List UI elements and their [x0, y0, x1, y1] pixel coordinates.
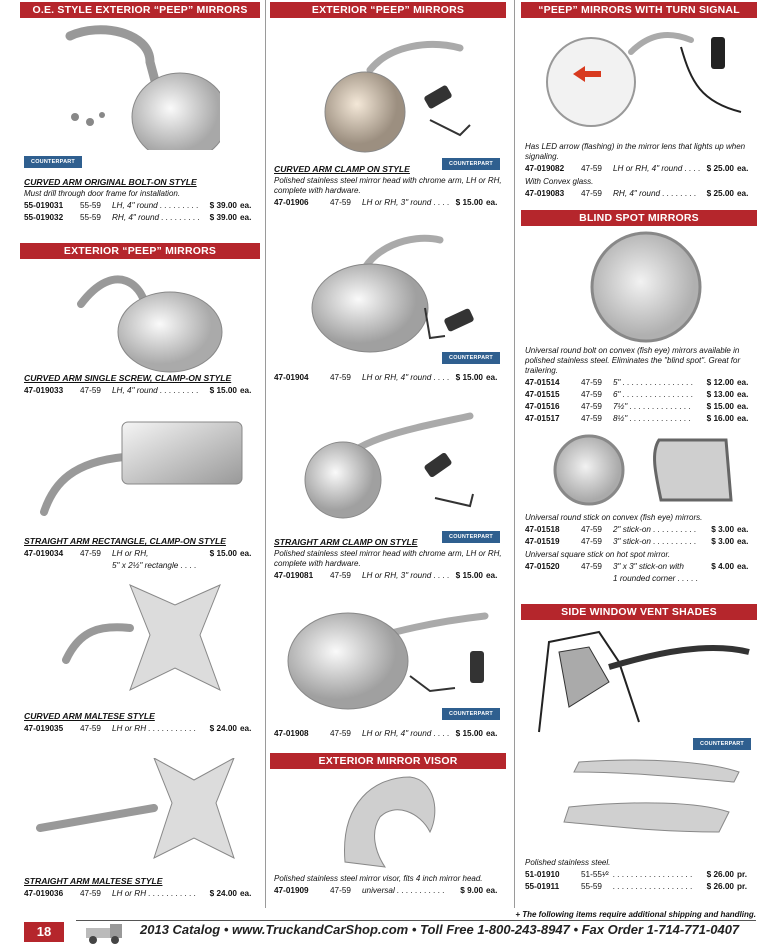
price: $ 9.00	[460, 886, 483, 895]
part-number: 47-01520	[525, 562, 560, 571]
item-description: LH or RH, 3" round . . . .	[362, 198, 450, 207]
price: $ 25.00	[706, 164, 734, 173]
price: $ 15.00	[209, 386, 237, 395]
curved-arm-clamp-4in-mirror-image	[300, 228, 500, 353]
unit: ea.	[737, 537, 749, 546]
item-description: 2" stick-on . . . . . . . . . .	[613, 525, 697, 534]
column-divider	[265, 0, 266, 908]
price-row	[525, 561, 757, 585]
product-description: Must drill through door frame for installation.	[24, 189, 181, 198]
column-2	[270, 0, 506, 910]
product-stick-on-mirrors	[525, 513, 757, 585]
year-range: 55-59	[80, 213, 101, 222]
item-description: 6" . . . . . . . . . . . . . . . .	[613, 390, 694, 399]
product-curved-arm-4in	[274, 372, 506, 384]
price-row	[525, 524, 757, 536]
part-number: 55-019032	[24, 213, 64, 222]
counterpart-logo: COUNTERPART	[24, 156, 82, 168]
price: $ 12.00	[706, 378, 734, 387]
product-description: Universal round stick on convex (fish eye) mirrors.	[525, 513, 703, 522]
item-description: LH, 4" round . . . . . . . . .	[112, 386, 199, 395]
unit: pr.	[737, 882, 748, 891]
product-description: Universal round bolt on convex (fish eye) mirrors available in polished stainless steel. Eliminates the "blind spot". Great for trailering.	[525, 346, 741, 375]
product-title: CURVED ARM MALTESE STYLE	[24, 711, 155, 721]
unit: ea.	[737, 189, 749, 198]
straight-arm-clamp-4in-mirror-image	[280, 596, 505, 714]
price-row	[24, 723, 260, 735]
year-range: 47-59	[80, 724, 101, 733]
product-mirror-visor	[274, 874, 506, 897]
year-range: 55-59	[581, 882, 602, 891]
product-title: CURVED ARM SINGLE SCREW, CLAMP-ON STYLE	[24, 373, 232, 383]
year-range: 47-59	[80, 386, 101, 395]
product-title: STRAIGHT ARM MALTESE STYLE	[24, 876, 163, 886]
part-number: 55-01911	[525, 882, 560, 891]
price: $ 39.00	[209, 201, 237, 210]
year-range: 55-59	[80, 201, 101, 210]
part-number: 47-019083	[525, 189, 565, 198]
item-description: LH or RH, 5" x 2½" rectangle . . . .	[112, 549, 197, 570]
item-description: LH or RH . . . . . . . . . . .	[112, 724, 197, 733]
price-row	[274, 728, 506, 740]
blind-spot-round-mirror-image	[586, 230, 706, 345]
price: $ 15.00	[455, 373, 483, 382]
straight-arm-maltese-mirror-image	[34, 758, 254, 868]
column-3	[521, 0, 757, 910]
section-header: EXTERIOR MIRROR VISOR	[270, 753, 506, 769]
product-title: STRAIGHT ARM CLAMP ON STYLE	[274, 537, 418, 547]
price-row	[525, 536, 757, 548]
unit: ea.	[240, 201, 252, 210]
straight-arm-rectangle-mirror-image	[34, 412, 254, 527]
product-description: Polished stainless steel.	[525, 858, 611, 867]
item-description: RH, 4" round . . . . . . . .	[613, 189, 697, 198]
year-range: 47-59	[581, 537, 602, 546]
item-description: LH or RH, 3" round . . . .	[362, 571, 450, 580]
turn-signal-mirror-image	[541, 22, 751, 137]
unit: ea.	[240, 724, 252, 733]
part-number: 47-01516	[525, 402, 560, 411]
unit: ea.	[737, 164, 749, 173]
price-row	[525, 377, 757, 389]
section-header: “PEEP” MIRRORS WITH TURN SIGNAL ARROW	[521, 2, 757, 18]
price: $ 26.00	[706, 870, 734, 879]
part-number: 47-01908	[274, 729, 309, 738]
part-number: 47-01909	[274, 886, 309, 895]
price: $ 15.00	[455, 729, 483, 738]
unit: ea.	[240, 386, 252, 395]
unit: ea.	[240, 549, 252, 558]
section-header: O.E. STYLE EXTERIOR “PEEP” MIRRORS	[20, 2, 260, 18]
price-row	[274, 372, 506, 384]
part-number: 47-01518	[525, 525, 560, 534]
item-description: universal . . . . . . . . . . .	[362, 886, 445, 895]
catalog-contact-line: 2013 Catalog • www.TruckandCarShop.com • Toll Free 1-800-243-8947 • Fax Order 1-714-771-0407	[140, 922, 740, 937]
price: $ 15.00	[706, 402, 734, 411]
product-turn-signal-mirror	[525, 142, 757, 200]
part-number: 47-01514	[525, 378, 560, 387]
curved-arm-clamp-3in-mirror-image	[310, 30, 490, 155]
unit: ea.	[240, 213, 252, 222]
price: $ 15.00	[455, 198, 483, 207]
item-description: 3" x 3" stick-on with 1 rounded corner . . . . .	[613, 562, 699, 583]
footer-divider	[76, 920, 756, 921]
product-description: Polished stainless steel mirror head with chrome arm, LH or RH, complete with hardware.	[274, 549, 502, 568]
year-range: 47-59	[80, 549, 101, 558]
product-straight-arm-clamp-on	[274, 536, 506, 582]
year-range: 47-59	[581, 189, 602, 198]
item-description: RH, 4" round . . . . . . . . .	[112, 213, 200, 222]
truck-icon	[82, 920, 128, 946]
product-description: Universal square stick on hot spot mirror.	[525, 550, 671, 559]
year-range: 47-59	[581, 414, 602, 423]
page-footer	[0, 910, 770, 950]
product-curved-arm-clamp-on	[274, 163, 506, 209]
product-vent-shades	[525, 858, 757, 893]
part-number: 47-019082	[525, 164, 565, 173]
mirror-visor-image	[335, 772, 445, 872]
price: $ 4.00	[711, 562, 734, 571]
price: $ 15.00	[209, 549, 237, 558]
counterpart-logo: COUNTERPART	[442, 158, 500, 170]
counterpart-logo: COUNTERPART	[693, 738, 751, 750]
product-straight-arm-maltese	[24, 875, 260, 900]
price: $ 13.00	[706, 390, 734, 399]
price-row	[274, 885, 506, 897]
item-description: LH or RH, 4" round . . . .	[362, 729, 450, 738]
product-straight-arm-4in	[274, 728, 506, 740]
price: $ 24.00	[209, 889, 237, 898]
product-description: Polished stainless steel mirror visor, fits 4 inch mirror head.	[274, 874, 483, 883]
year-range: 47-59	[330, 373, 351, 382]
year-range: 47-59	[330, 571, 351, 580]
unit: ea.	[737, 378, 749, 387]
price-row	[525, 413, 757, 425]
price-row	[24, 888, 260, 900]
year-range: 47-59	[80, 889, 101, 898]
price-row	[525, 163, 757, 175]
price: $ 25.00	[706, 189, 734, 198]
product-curved-arm-single-screw	[24, 372, 260, 397]
price-row	[24, 548, 260, 572]
price: $ 24.00	[209, 724, 237, 733]
price: $ 26.00	[706, 882, 734, 891]
unit: ea.	[486, 198, 498, 207]
price-row	[525, 389, 757, 401]
product-description: With Convex glass.	[525, 177, 594, 186]
item-description: LH, 4" round . . . . . . . . .	[112, 201, 199, 210]
stick-on-mirrors-image	[551, 432, 741, 507]
counterpart-logo: COUNTERPART	[442, 531, 500, 543]
part-number: 47-019036	[24, 889, 64, 898]
vent-shades-image	[529, 622, 755, 852]
item-description: LH or RH, 4" round . . . .	[613, 164, 701, 173]
year-range: 47-59	[330, 198, 351, 207]
page-number: 18	[24, 922, 64, 942]
unit: ea.	[737, 525, 749, 534]
straight-arm-clamp-3in-mirror-image	[295, 398, 505, 523]
part-number: 47-01517	[525, 414, 560, 423]
year-range: 51-55¹⁄²	[581, 870, 609, 879]
part-number: 47-019081	[274, 571, 314, 580]
price-row	[525, 869, 757, 881]
product-curved-arm-bolt-on	[24, 176, 260, 224]
shipping-note: + The following items require additional shipping and handling.	[515, 910, 756, 919]
product-blind-spot-bolt-on	[525, 346, 757, 425]
price-row	[274, 570, 506, 582]
product-straight-arm-rectangle	[24, 535, 260, 572]
column-divider	[514, 0, 515, 908]
price-row	[525, 881, 757, 893]
price-row	[525, 188, 757, 200]
curved-arm-single-screw-mirror-image	[75, 264, 225, 374]
unit: pr.	[737, 870, 748, 879]
part-number: 55-019031	[24, 201, 64, 210]
unit: ea.	[486, 886, 498, 895]
product-description: Polished stainless steel mirror head with chrome arm, LH or RH, complete with hardware.	[274, 176, 502, 195]
unit: ea.	[737, 414, 749, 423]
item-description: 8½" . . . . . . . . . . . . . .	[613, 414, 691, 423]
item-description: 3" stick-on . . . . . . . . . .	[613, 537, 697, 546]
item-description: 5" . . . . . . . . . . . . . . . .	[613, 378, 694, 387]
year-range: 47-59	[330, 729, 351, 738]
part-number: 47-01519	[525, 537, 560, 546]
price-row	[24, 212, 260, 224]
part-number: 47-019033	[24, 386, 64, 395]
item-description: . . . . . . . . . . . . . . . . . .	[613, 870, 693, 879]
part-number: 47-019034	[24, 549, 64, 558]
section-header: EXTERIOR “PEEP” MIRRORS	[20, 243, 260, 259]
part-number: 47-01515	[525, 390, 560, 399]
curved-arm-maltese-mirror-image	[60, 580, 230, 700]
year-range: 47-59	[581, 562, 602, 571]
unit: ea.	[737, 402, 749, 411]
product-title: STRAIGHT ARM RECTANGLE, CLAMP-ON STYLE	[24, 536, 226, 546]
item-description: 7½" . . . . . . . . . . . . . .	[613, 402, 691, 411]
unit: ea.	[737, 562, 749, 571]
counterpart-logo: COUNTERPART	[442, 708, 500, 720]
part-number: 51-01910	[525, 870, 560, 879]
part-number: 47-019035	[24, 724, 64, 733]
unit: ea.	[486, 373, 498, 382]
section-header: BLIND SPOT MIRRORS	[521, 210, 757, 226]
price: $ 39.00	[209, 213, 237, 222]
part-number: 47-01906	[274, 198, 309, 207]
product-title: CURVED ARM ORIGINAL BOLT-ON STYLE	[24, 177, 197, 187]
product-curved-arm-maltese	[24, 710, 260, 735]
section-header: EXTERIOR “PEEP” MIRRORS	[270, 2, 506, 18]
item-description: . . . . . . . . . . . . . . . . . .	[613, 882, 693, 891]
price-row	[525, 401, 757, 413]
price-row	[24, 200, 260, 212]
counterpart-logo: COUNTERPART	[442, 352, 500, 364]
year-range: 47-59	[581, 390, 602, 399]
year-range: 47-59	[330, 886, 351, 895]
price: $ 16.00	[706, 414, 734, 423]
item-description: LH or RH, 4" round . . . .	[362, 373, 450, 382]
unit: ea.	[486, 729, 498, 738]
curved-arm-bolt-on-mirror-image	[50, 22, 220, 150]
unit: ea.	[240, 889, 252, 898]
year-range: 47-59	[581, 378, 602, 387]
price: $ 15.00	[455, 571, 483, 580]
product-description: Has LED arrow (flashing) in the mirror lens that lights up when signaling.	[525, 142, 746, 161]
product-title: CURVED ARM CLAMP ON STYLE	[274, 164, 410, 174]
year-range: 47-59	[581, 164, 602, 173]
section-header: SIDE WINDOW VENT SHADES	[521, 604, 757, 620]
unit: ea.	[486, 571, 498, 580]
price: $ 3.00	[711, 537, 734, 546]
price: $ 3.00	[711, 525, 734, 534]
column-1	[20, 0, 260, 910]
part-number: 47-01904	[274, 373, 309, 382]
year-range: 47-59	[581, 525, 602, 534]
price-row	[274, 197, 506, 209]
year-range: 47-59	[581, 402, 602, 411]
unit: ea.	[737, 390, 749, 399]
item-description: LH or RH . . . . . . . . . . .	[112, 889, 197, 898]
price-row	[24, 385, 260, 397]
